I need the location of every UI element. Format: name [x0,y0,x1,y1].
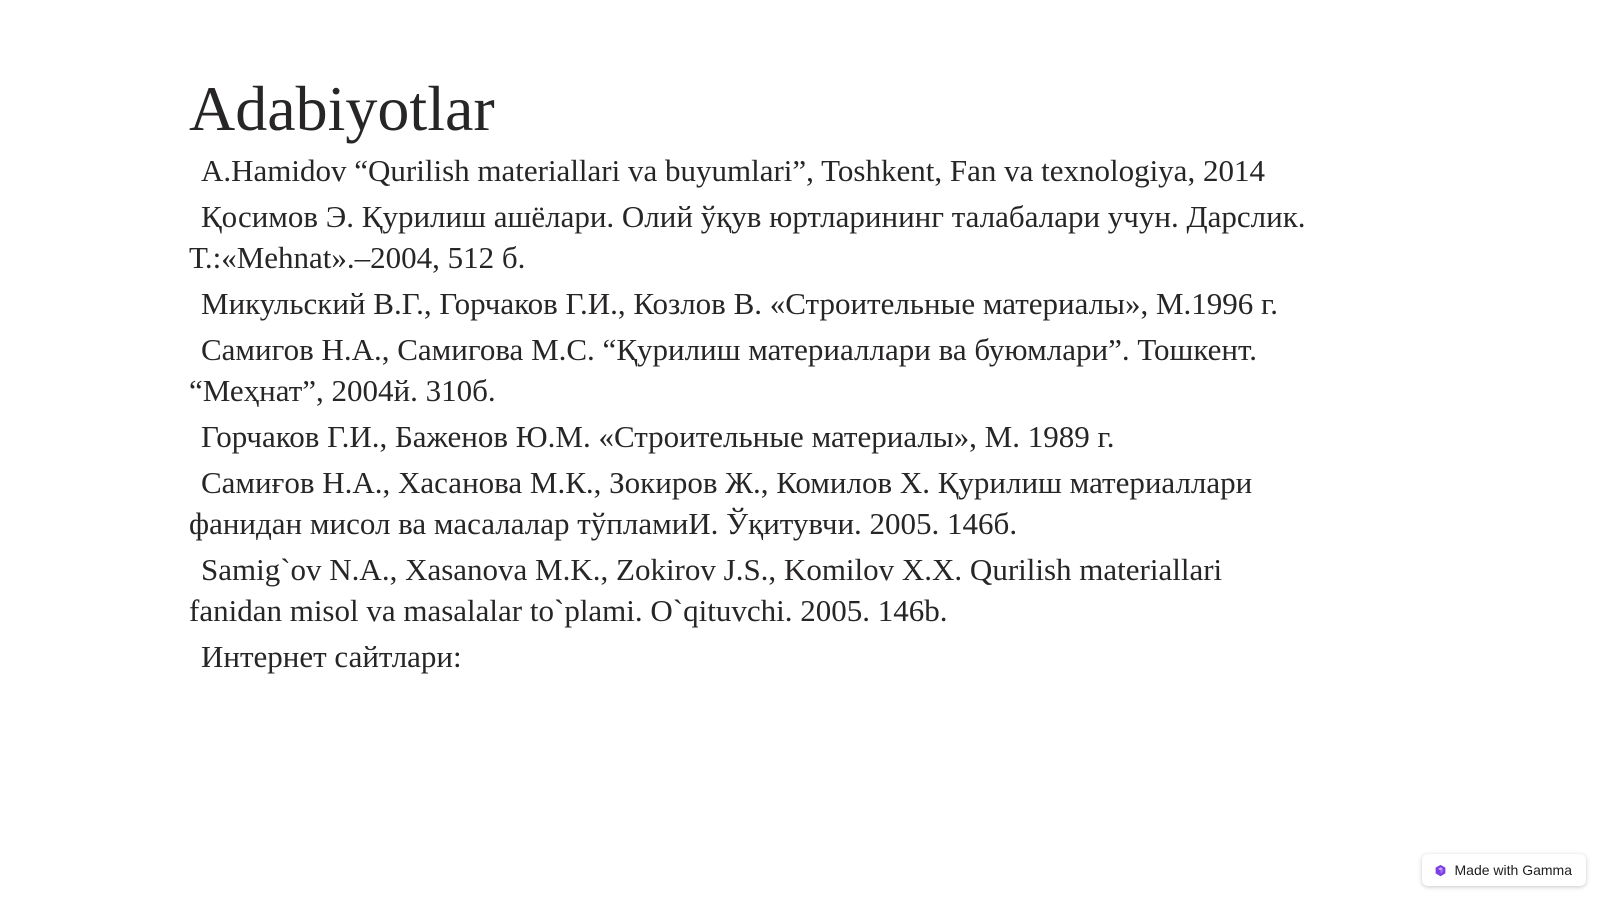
reference-text: Samig`ov N.A., Xasanova M.K., Zokirov J.S., Komilov X.X. Qurilish materiallari fanidan misol va masalalar to`plami. O`qituvchi. 2005. 146b. [189,552,1223,628]
reference-item [189,462,1319,544]
reference-text: Самиғов Н.А., Хасанова М.К., Зокиров Ж., Комилов Х. Қурилиш материаллари фанидан мисол ва масалалар тўпламиИ. Ўқитувчи. 2005. 146б. [189,465,1253,541]
slide-content [189,70,1319,682]
reference-text: A.Hamidov “Qurilish materiallari va buyumlari”, Toshkent, Fan va texnologiya, 2014 [201,153,1265,188]
reference-item [189,549,1319,631]
reference-text: Самигов Н.А., Самигова М.С. “Қурилиш материаллари ва буюмлари”. Тошкент. “Меҳнат”, 2004й. 310б. [189,332,1257,408]
reference-item [189,416,1319,457]
reference-item [189,150,1319,191]
reference-text: Микульский В.Г., Горчаков Г.И., Козлов В. «Строительные материалы», М.1996 г. [201,286,1278,321]
reference-item [189,329,1319,411]
reference-item [189,283,1319,324]
reference-text: Интернет сайтлари: [201,639,462,674]
slide-title: Adabiyotlar [189,73,495,144]
reference-list [189,150,1319,677]
made-with-gamma-badge[interactable] [1422,854,1586,886]
reference-text: Горчаков Г.И., Баженов Ю.М. «Строительные материалы», М. 1989 г. [201,419,1115,454]
reference-item [189,636,1319,677]
reference-item [189,196,1319,278]
reference-text: Қосимов Э. Қурилиш ашёлари. Олий ўқув юртларининг талабалари учун. Дарслик. Т.:«Mehnat».–2004, 512 б. [189,199,1306,275]
gamma-logo-icon [1434,864,1447,877]
badge-label: Made with Gamma [1454,862,1572,878]
